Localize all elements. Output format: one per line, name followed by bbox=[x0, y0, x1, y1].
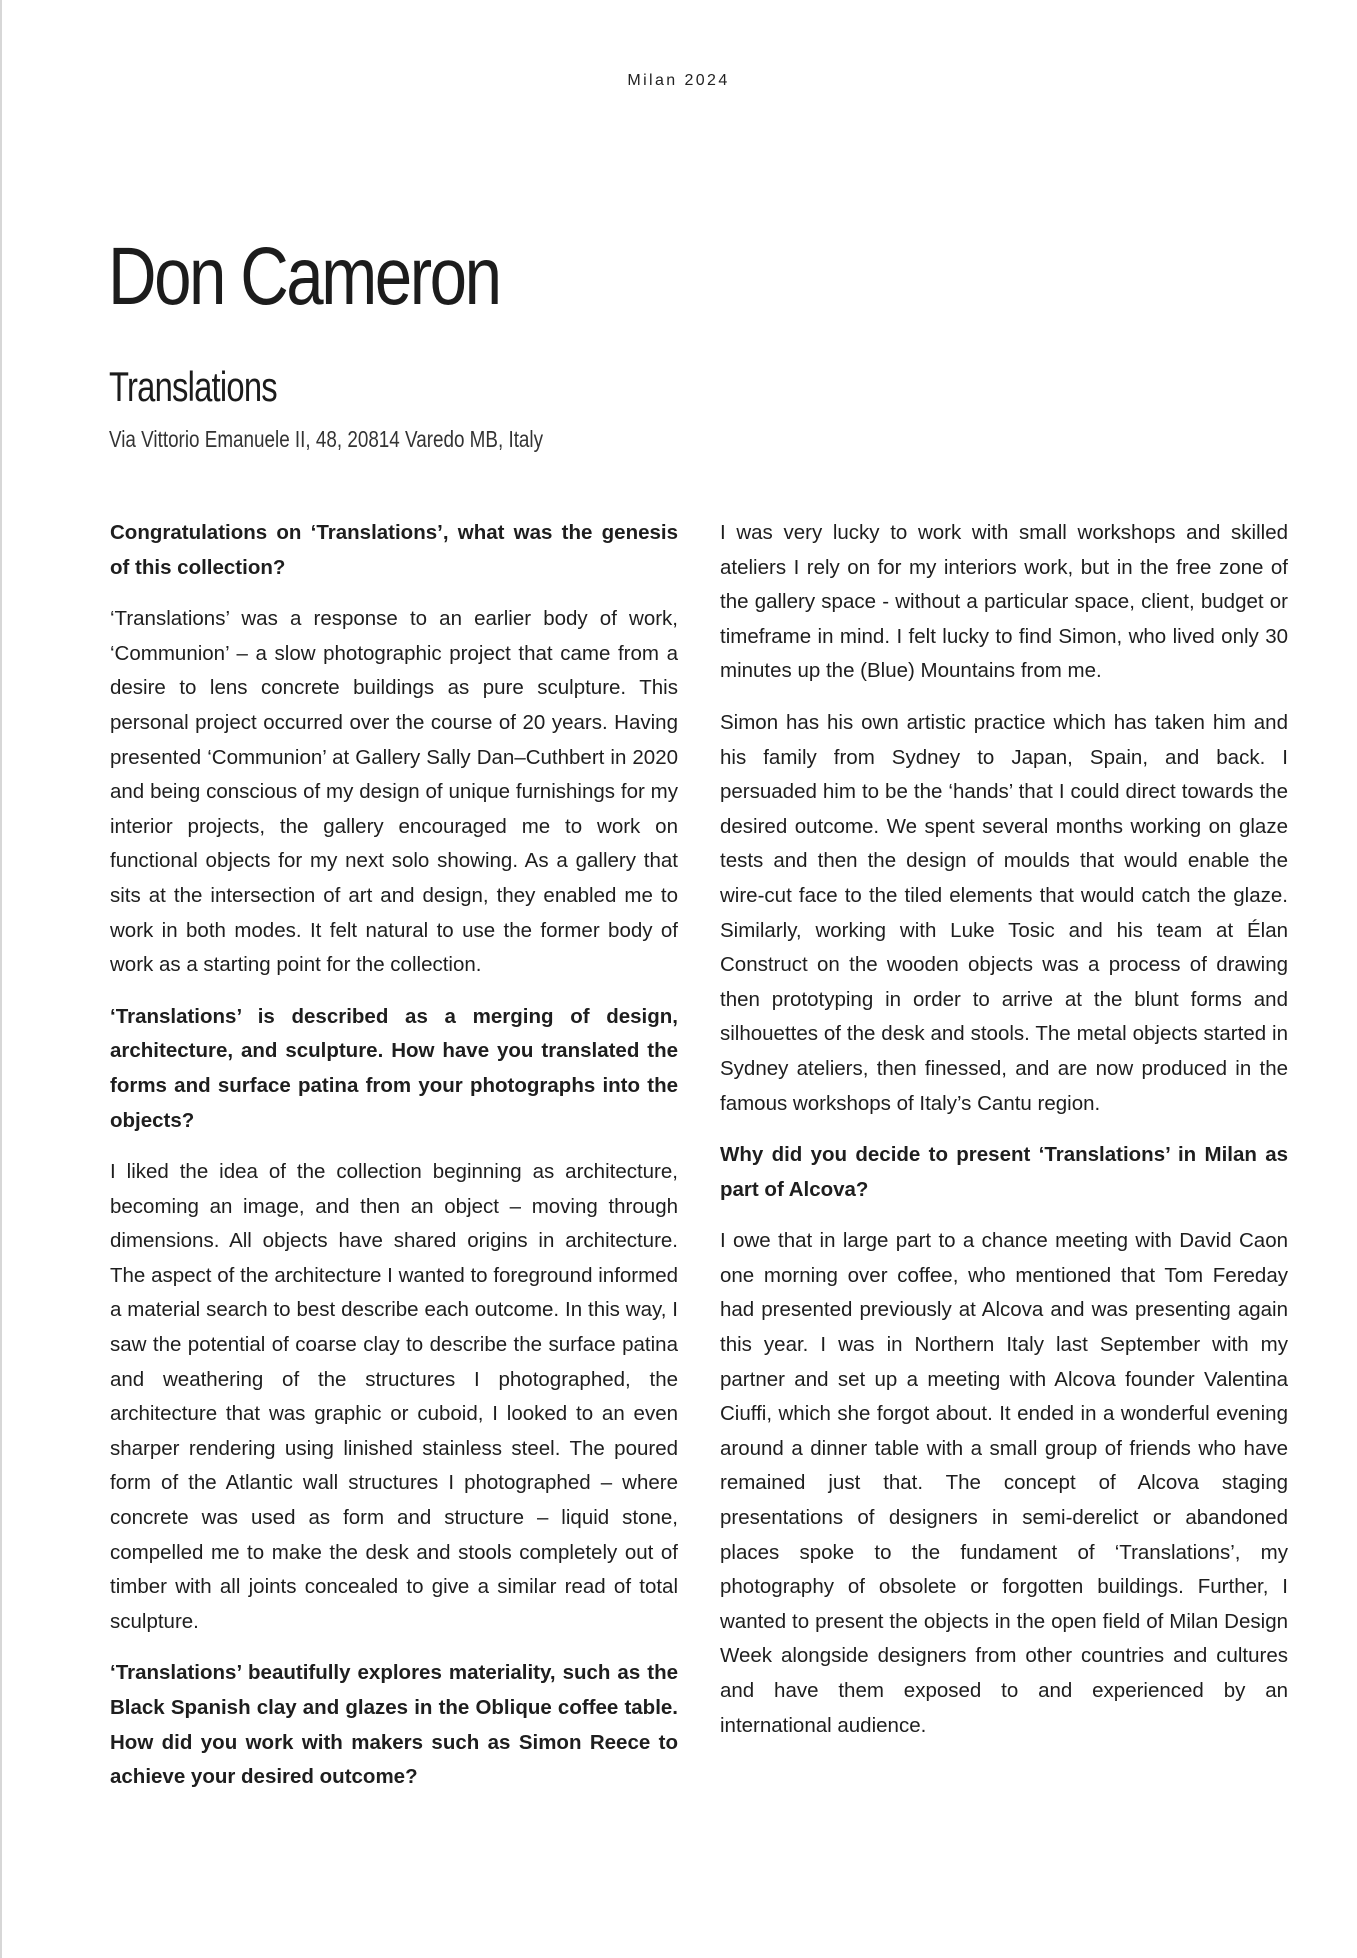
question-3: ‘Translations’ beautifully explores materiality, such as the Black Spanish clay and glazes in the Oblique coffee table. How did you work with makers such as Simon Reece to achieve your desired outcome? bbox=[110, 1661, 678, 1789]
collection-address: Via Vittorio Emanuele II, 48, 20814 Varedo MB, Italy bbox=[109, 426, 544, 452]
answer-2: I liked the idea of the collection beginning as architecture, becoming an image, and then an object – moving through dimensions. All objects have shared origins in architecture. The aspect of the architecture I wanted to foreground informed a material search to best describe each outcome. In this way, I saw the potential of coarse clay to describe the surface patina and weathering of the structures I photographed, the architecture that was graphic or cuboid, I looked to an even sharper rendering using linished stainless steel. The poured form of the Atlantic wall structures I photographed – where concrete was used as form and structure – liquid stone, compelled me to make the desk and stools completely out of timber with all joints concealed to give a similar read of total sculpture. bbox=[110, 1160, 678, 1633]
answer-1: ‘Translations’ was a response to an earlier body of work, ‘Communion’ – a slow photographic project that came from a desire to lens concrete buildings as pure sculpture. This personal project occurred over the course of 20 years. Having presented ‘Communion’ at Gallery Sally Dan–Cuthbert in 2020 and being conscious of my design of unique furnishings for my interior projects, the gallery encouraged me to work on functional objects for my next solo showing. As a gallery that sits at the intersection of art and design, they enabled me to work in both modes. It felt natural to use the former body of work as a starting point for the collection. bbox=[110, 607, 678, 977]
answer-3-part-2: Simon has his own artistic practice which has taken him and his family from Sydney to Japan, Spain, and back. I persuaded him to be the ‘hands’ that I could direct towards the desired outcome. We spent several months working on glaze tests and then the design of moulds that would enable the wire-cut face to the tiled elements that would catch the glaze. Similarly, working with Luke Tosic and his team at Élan Construct on the wooden objects was a process of drawing then prototyping in order to arrive at the blunt forms and silhouettes of the desk and stools. The metal objects started in Sydney ateliers, then finessed, and are now produced in the famous workshops of Italy’s Cantu region. bbox=[720, 710, 1288, 1115]
interview-column-right bbox=[720, 516, 1288, 1760]
answer-3-part-1: I was very lucky to work with small workshops and skilled ateliers I rely on for my interiors work, but in the free zone of the gallery space - without a particular space, client, budget or timeframe in mind. I felt lucky to find Simon, who lived only 30 minutes up the (Blue) Mountains from me. bbox=[720, 521, 1288, 683]
answer-4: I owe that in large part to a chance meeting with David Caon one morning over coffee, who mentioned that Tom Fereday had presented previously at Alcova and was presenting again this year. I was in Northern Italy last September with my partner and set up a meeting with Alcova founder Valentina Ciuffi, which she forgot about. It ended in a wonderful evening around a dinner table with a small group of friends who have remained just that. The concept of Alcova staging presentations of designers in semi-derelict or abandoned places spoke to the fundament of ‘Translations’, my photography of obsolete or forgotten buildings. Further, I wanted to present the objects in the open field of Milan Design Week alongside designers from other countries and cultures and have them exposed to and experienced by an international audience. bbox=[720, 1229, 1288, 1737]
collection-title: Translations bbox=[109, 363, 277, 410]
question-1: Congratulations on ‘Translations’, what was the genesis of this collection? bbox=[110, 521, 678, 579]
interview-column-left bbox=[110, 516, 678, 1812]
header-label: Milan 2024 bbox=[627, 72, 730, 89]
question-4: Why did you decide to present ‘Translations’ in Milan as part of Alcova? bbox=[720, 1143, 1288, 1201]
designer-name: Don Cameron bbox=[108, 231, 500, 322]
question-2: ‘Translations’ is described as a merging of design, architecture, and sculpture. How have you translated the forms and surface patina from your photographs into the objects? bbox=[110, 1004, 678, 1132]
page-edge-divider bbox=[0, 0, 2, 1958]
